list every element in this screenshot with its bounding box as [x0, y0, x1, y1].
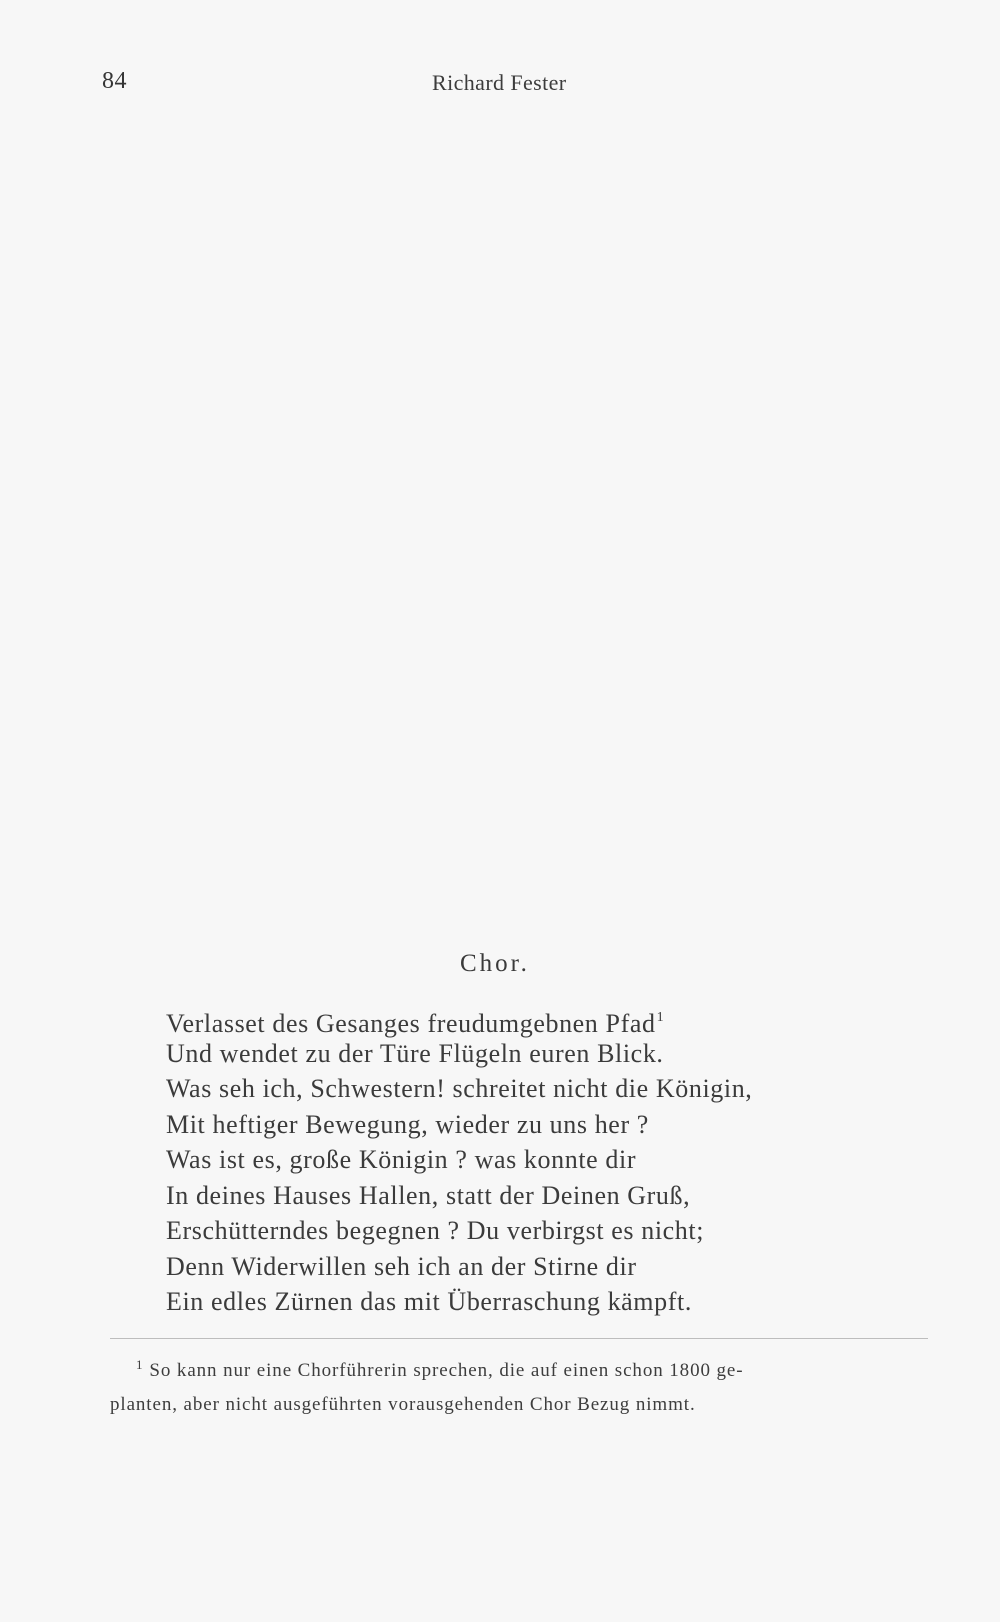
- verse-line: Mit heftiger Bewegung, wieder zu uns her ?: [166, 1109, 649, 1139]
- verse-line: Was ist es, große Königin ? was konnte dir: [166, 1145, 637, 1174]
- verse-line: In deines Hauses Hallen, statt der Deinen Gruß,: [166, 1180, 691, 1210]
- verse-line-text: Verlasset des Gesanges freudumgebnen Pfad: [166, 1009, 656, 1038]
- running-head: Richard Fester: [432, 70, 567, 95]
- verse-line: Denn Widerwillen seh ich an der Stirne dir: [166, 1251, 637, 1281]
- footnote-line: [110, 1348, 930, 1388]
- footnote: [110, 1348, 930, 1422]
- footnote-text: So kann nur eine Chorführerin sprechen, die auf einen schon 1800 ge-: [149, 1360, 744, 1381]
- verse-line: [166, 1000, 886, 1036]
- footnote-line: planten, aber nicht ausgeführten vorausgehenden Chor Bezug nimmt.: [110, 1394, 696, 1415]
- verse-line: Ein edles Zürnen das mit Überraschung kämpft.: [166, 1287, 692, 1316]
- verse-line: Und wendet zu der Türe Flügeln euren Blick.: [166, 1038, 664, 1068]
- footnote-rule: [110, 1338, 928, 1339]
- verse-line: Was seh ich, Schwestern! schreitet nicht die Königin,: [166, 1074, 753, 1103]
- speaker-heading: Chor.: [460, 950, 530, 977]
- page-number: 84: [102, 68, 127, 94]
- footnote-reference: 1: [656, 1010, 665, 1025]
- verse-line: Erschütterndes begegnen ? Du verbirgst es nicht;: [166, 1216, 705, 1245]
- verse-block: [166, 1000, 886, 1320]
- footnote-marker: 1: [136, 1357, 144, 1372]
